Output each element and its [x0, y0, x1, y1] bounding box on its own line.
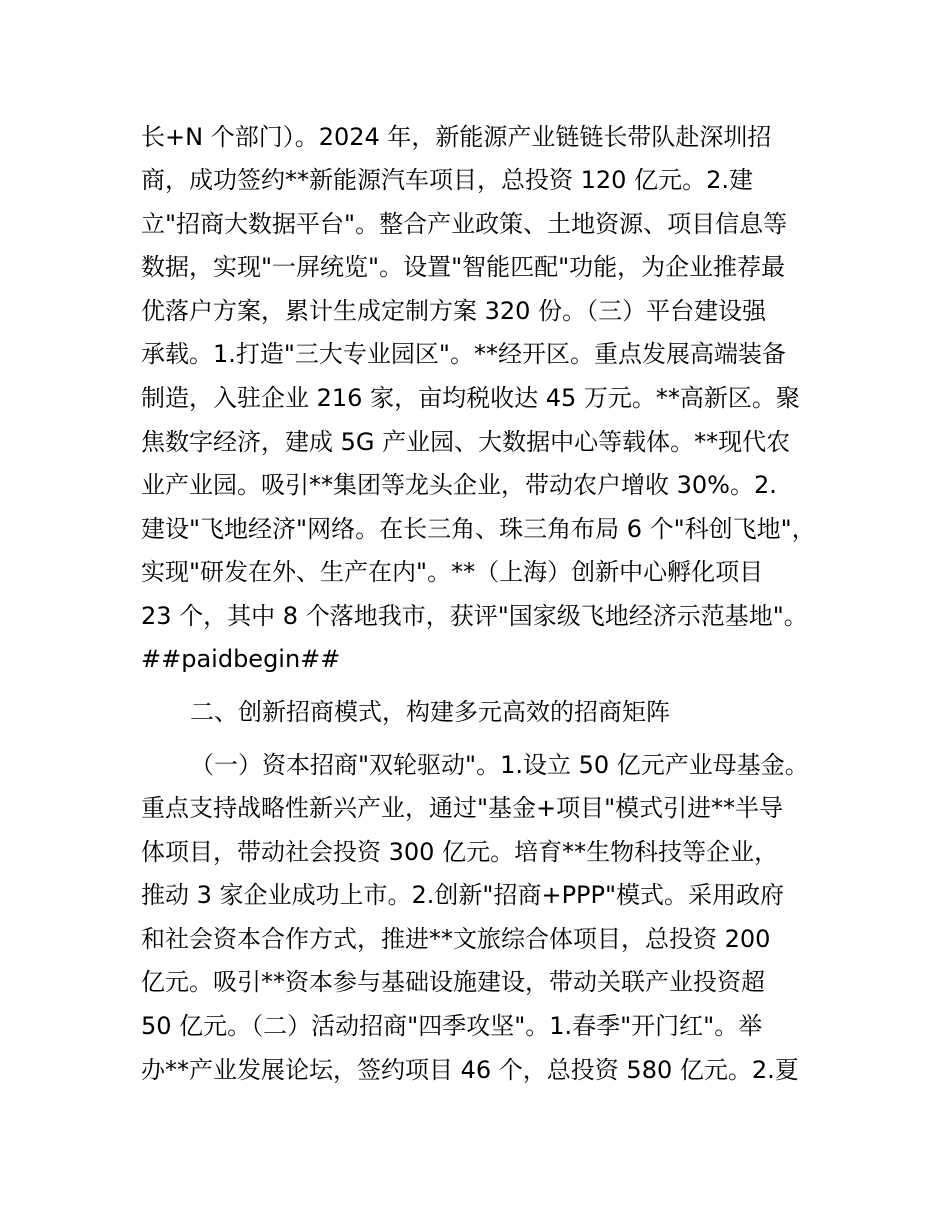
- paragraph-line: 办**产业发展论坛，签约项目 46 个，总投资 580 亿元。2.夏: [141, 1056, 799, 1084]
- paragraph-line: 数据，实现"一屏统览"。设置"智能匹配"功能，为企业推荐最: [141, 253, 786, 281]
- paragraph-line: 业产业园。吸引**集团等龙头企业，带动农户增收 30%。2.: [141, 471, 777, 499]
- paragraph-line: （一）资本招商"双轮驱动"。1.设立 50 亿元产业母基金。: [190, 751, 809, 779]
- paragraph-line: 和社会资本合作方式，推进**文旅综合体项目，总投资 200: [141, 925, 771, 953]
- paragraph-line: 推动 3 家企业成功上市。2.创新"招商+PPP"模式。采用政府: [141, 881, 785, 909]
- paragraph-line: 体项目，带动社会投资 300 亿元。培育**生物科技等企业，: [141, 838, 779, 866]
- paragraph-line: 商，成功签约**新能源汽车项目，总投资 120 亿元。2.建: [141, 166, 753, 194]
- paragraph-line: 50 亿元。（二）活动招商"四季攻坚"。1.春季"开门红"。举: [141, 1012, 763, 1040]
- section-heading: 二、创新招商模式，构建多元高效的招商矩阵: [190, 698, 670, 726]
- paragraph-line: 焦数字经济，建成 5G 产业园、大数据中心等载体。**现代农: [141, 428, 791, 456]
- paragraph-line: 亿元。吸引**资本参与基础设施建设，带动关联产业投资超: [141, 968, 765, 996]
- paragraph-line: 立"招商大数据平台"。整合产业政策、土地资源、项目信息等: [141, 210, 788, 238]
- paragraph-line: 建设"飞地经济"网络。在长三角、珠三角布局 6 个"科创飞地"，: [141, 515, 816, 543]
- paragraph-line: 重点支持战略性新兴产业，通过"基金+项目"模式引进**半导: [141, 794, 784, 822]
- paragraph-line: 长+N 个部门）。2024 年，新能源产业链链长带队赴深圳招: [141, 123, 772, 151]
- paragraph-line: 实现"研发在外、生产在内"。**（上海）创新中心孵化项目: [141, 558, 764, 586]
- paragraph-line: 制造，入驻企业 216 家，亩均税收达 45 万元。**高新区。聚: [141, 384, 800, 412]
- paragraph-line: 23 个，其中 8 个落地我市，获评"国家级飞地经济示范基地"。: [141, 602, 808, 630]
- paragraph-line: 承载。1.打造"三大专业园区"。**经开区。重点发展高端装备: [141, 340, 786, 368]
- paid-marker: ##paidbegin##: [141, 645, 341, 673]
- paragraph-line: 优落户方案，累计生成定制方案 320 份。（三）平台建设强: [141, 297, 767, 325]
